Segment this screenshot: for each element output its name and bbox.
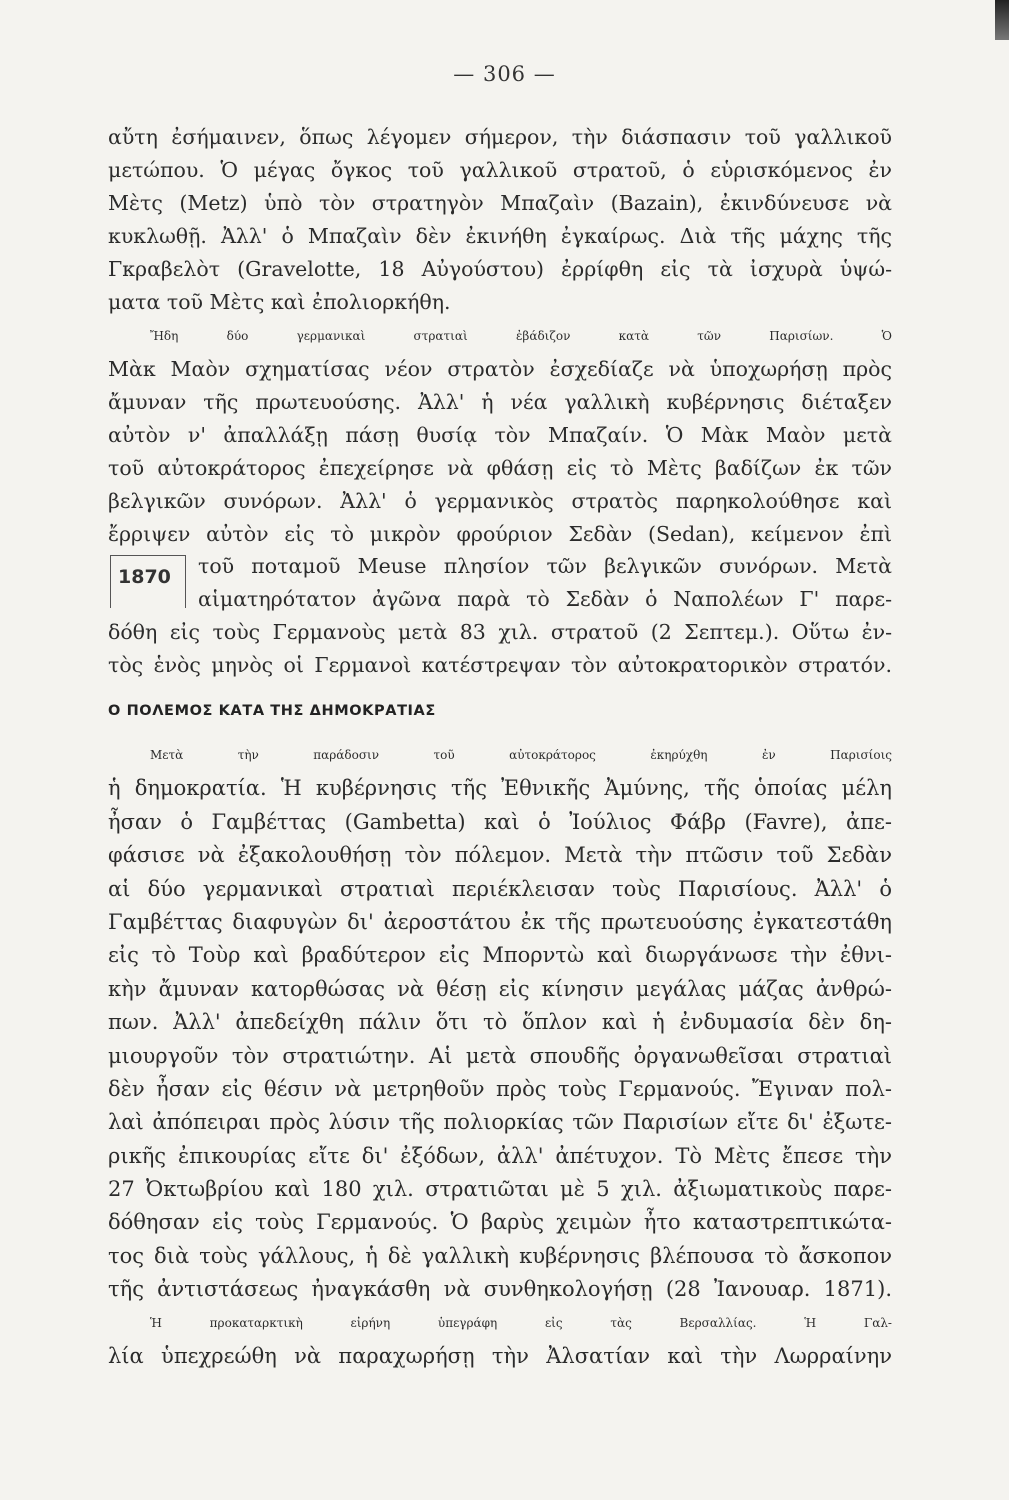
text-line: λαὶ ἀπόπειραι πρὸς λύσιν τῆς πολιορκίας τῶν Παρισίων εἴτε δι' ἐξωτε- (108, 1110, 892, 1135)
text-line: φάσισε νὰ ἐξακολουθήσῃ τὸν πόλεμον. Μετὰ τὴν πτῶσιν τοῦ Σεδὰν (108, 843, 892, 868)
text-line: αὔτη ἐσήμαινεν, ὅπως λέγομεν σήμερον, τὴν διάσπασιν τοῦ γαλλικοῦ (108, 125, 892, 149)
text-line: Γαμβέττας διαφυγὼν δι' ἀεροστάτου ἐκ τῆς πρωτευούσης ἐγκατεστάθη (108, 909, 892, 934)
text-line: Μὲτς (Metz) ὑπὸ τὸν στρατηγὸν Μπαζαὶν (Bazain), ἐκινδύνευσε νὰ (108, 191, 892, 216)
page-edge-shadow (995, 0, 1009, 40)
text-line: 27 Ὀκτωβρίου καὶ 180 χιλ. στρατιῶται μὲ 5 χιλ. ἀξιωματικοὺς παρε- (108, 1177, 892, 1202)
text-line: ἔρριψεν αὐτὸν εἰς τὸ μικρὸν φρούριον Σεδὰν (Sedan), κείμενον ἐπὶ (108, 522, 892, 547)
text-line: αἱ δύο γερμανικαὶ στρατιαὶ περιέκλεισαν τοὺς Παρισίους. Ἀλλ' ὁ (108, 876, 892, 901)
text-line: τοῦ ποταμοῦ Meuse πλησίον τῶν βελγικῶν συνόρων. Μετὰ (198, 554, 892, 578)
text-line: λία ὑπεχρεώθη νὰ παραχωρήσῃ τὴν Ἀλσατίαν καὶ τὴν Λωρραίνην (108, 1344, 892, 1369)
text-line: Μετὰ τὴν παράδοσιν τοῦ αὐτοκράτορος ἐκηρύχθη ἐν Παρισίοις (150, 748, 892, 762)
text-line: αἱματηρότατον ἀγῶνα παρὰ τὸ Σεδὰν ὁ Ναπολέων Γ' παρε- (198, 587, 892, 612)
text-line: πων. Ἀλλ' ἀπεδείχθη πάλιν ὅτι τὸ ὅπλον καὶ ἡ ἐνδυμασία δὲν δη- (108, 1010, 892, 1035)
text-line: τῆς ἀντιστάσεως ἠναγκάσθη νὰ συνθηκολογήσῃ (28 Ἰανουαρ. 1871). (108, 1277, 892, 1302)
text-line: Ἡ προκαταρκτικὴ εἰρήνη ὑπεγράφη εἰς τὰς Βερσαλλίας. Ἡ Γαλ- (150, 1315, 892, 1330)
text-line: δὲν ἦσαν εἰς θέσιν νὰ μετρηθοῦν πρὸς τοὺς Γερμανούς. Ἔγιναν πολ- (108, 1076, 892, 1101)
text-line: ἄμυναν τῆς πρωτευούσης. Ἀλλ' ἡ νέα γαλλικὴ κυβέρνησις διέταξεν (108, 389, 892, 414)
page-number: — 306 — (453, 62, 556, 86)
text-line: δόθη εἰς τοὺς Γερμανοὺς μετὰ 83 χιλ. στρατοῦ (2 Σεπτεμ.). Οὕτω ἐν- (108, 620, 892, 644)
text-line: τοῦ αὐτοκράτορος ἐπεχείρησε νὰ φθάσῃ εἰς τὸ Μὲτς βαδίζων ἐκ τῶν (108, 455, 892, 480)
text-line: βελγικῶν συνόρων. Ἀλλ' ὁ γερμανικὸς στρατὸς παρηκολούθησε καὶ (108, 489, 892, 514)
text-line: ἡ δημοκρατία. Ἡ κυβέρνησις τῆς Ἐθνικῆς Ἀμύνης, τῆς ὁποίας μέλη (108, 776, 892, 801)
margin-note-year: 1870 (118, 566, 171, 588)
paragraph-block-3 (108, 739, 892, 1373)
text-line: Ἤδη δύο γερμανικαὶ στρατιαὶ ἐβάδιζον κατὰ τῶν Παρισίων. Ὁ (150, 328, 892, 343)
text-line: αὐτὸν ν' ἀπαλλάξῃ πάσῃ θυσίᾳ τὸν Μπαζαίν. Ὁ Μὰκ Μαὸν μετὰ (108, 422, 892, 447)
text-line: ρικῆς ἐπικουρίας εἴτε δι' ἐξόδων, ἀλλ' ἀπέτυχον. Τὸ Μὲτς ἔπεσε τὴν (108, 1143, 892, 1168)
text-line: μετώπου. Ὁ μέγας ὄγκος τοῦ γαλλικοῦ στρατοῦ, ὁ εὑρισκόμενος ἐν (108, 158, 892, 183)
wrapped-lines (198, 550, 892, 616)
text-line: Μὰκ Μαὸν σχηματίσας νέον στρατὸν ἐσχεδίαζε νὰ ὑποχωρήσῃ πρὸς (108, 356, 892, 381)
paragraph-block-1 (108, 121, 892, 551)
section-heading: Ο ΠΟΛΕΜΟΣ ΚΑΤΑ ΤΗΣ ΔΗΜΟΚΡΑΤΙΑΣ (108, 703, 436, 719)
text-line: ματα τοῦ Μὲτς καὶ ἐπολιορκήθη. (108, 290, 451, 315)
text-line: τὸς ἑνὸς μηνὸς οἱ Γερμανοὶ κατέστρεψαν τὸν αὐτοκρατορικὸν στρατόν. (108, 653, 892, 678)
text-line: ἦσαν ὁ Γαμβέττας (Gambetta) καὶ ὁ Ἰούλιος Φάβρ (Favre), ἀπε- (108, 809, 892, 834)
text-line: εἰς τὸ Τοὺρ καὶ βραδύτερον εἰς Μπορντὼ καὶ διωργάνωσε τὴν ἐθνι- (108, 943, 892, 968)
text-line: δόθησαν εἰς τοὺς Γερμανούς. Ὁ βαρὺς χειμὼν ἦτο καταστρεπτικώτα- (108, 1210, 892, 1235)
paragraph-block-2 (108, 616, 892, 682)
text-line: μιουργοῦν τὸν στρατιώτην. Αἱ μετὰ σπουδῆς ὀργανωθεῖσαι στρατιαὶ (108, 1043, 892, 1068)
text-line: κὴν ἄμυναν κατορθώσας νὰ θέσῃ εἰς κίνησιν μεγάλας μάζας ἀνθρώ- (108, 976, 892, 1001)
text-line: Γκραβελὸτ (Gravelotte, 18 Αὐγούστου) ἐρρίφθη εἰς τὰ ἰσχυρὰ ὑψώ- (108, 257, 892, 282)
text-line: τος διὰ τοὺς γάλλους, ἡ δὲ γαλλικὴ κυβέρνησις βλέπουσα τὸ ἄσκοπον (108, 1243, 892, 1268)
text-line: κυκλωθῇ. Ἀλλ' ὁ Μπαζαὶν δὲν ἐκινήθη ἐγκαίρως. Διὰ τῆς μάχης τῆς (108, 224, 892, 249)
